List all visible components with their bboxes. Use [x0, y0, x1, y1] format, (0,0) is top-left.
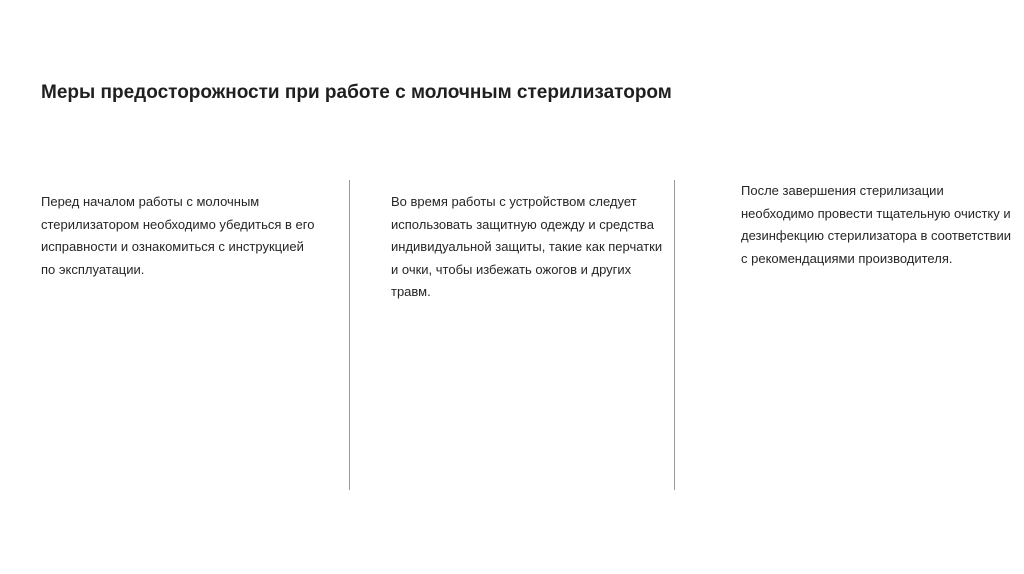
slide-title: Меры предосторожности при работе с молочным стерилизатором [41, 82, 672, 103]
column-divider-right [674, 180, 675, 490]
column-before-work: Перед началом работы с молочным стерилизатором необходимо убедиться в его исправности и ознакомиться с инструкцией по эксплуатации. [41, 194, 315, 277]
column-divider-left [349, 180, 350, 490]
column-after-work: После завершения стерилизации необходимо провести тщательную очистку и дезинфекцию стерилизатора в соответствии с рекомендациями производителя. [741, 183, 1012, 266]
column-during-work: Во время работы с устройством следует использовать защитную одежду и средства индивидуальной защиты, такие как перчатки и очки, чтобы избежать ожогов и других травм. [391, 194, 663, 299]
